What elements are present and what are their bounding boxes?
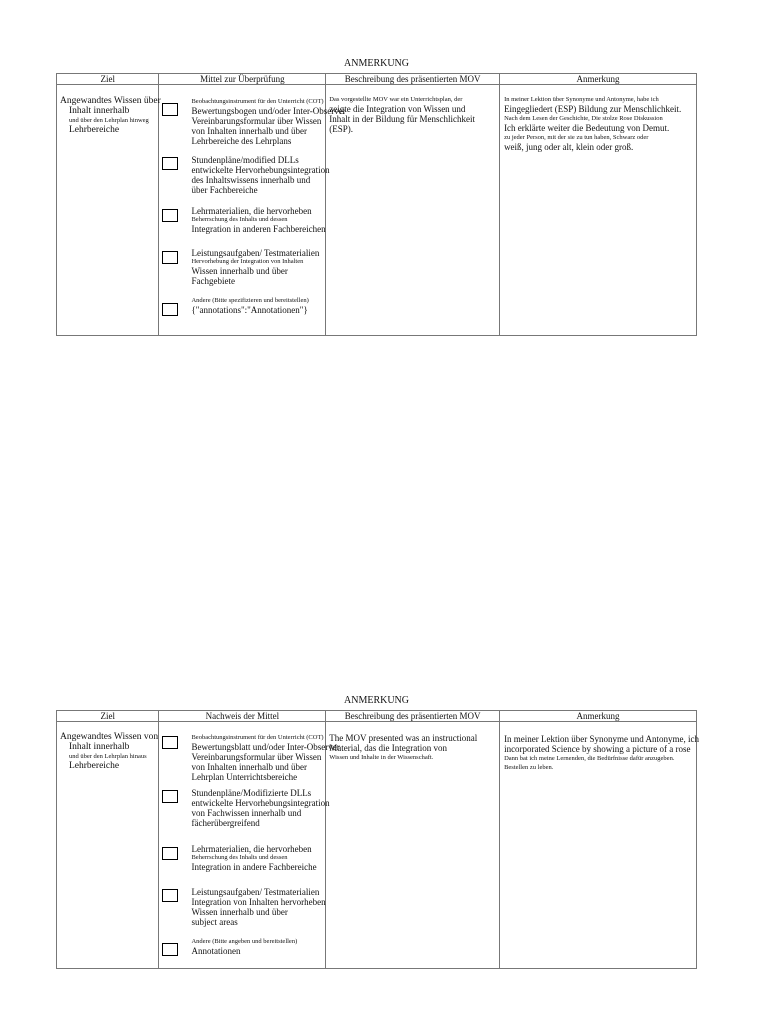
checkbox[interactable] xyxy=(162,847,178,860)
option-lesson-plans xyxy=(159,784,330,840)
option-small-text: Beobachtungsinstrument für den Unterricht (COT) xyxy=(191,734,324,741)
checkbox[interactable] xyxy=(162,209,178,222)
checkbox[interactable] xyxy=(162,790,178,803)
goal-line: Inhalt innerhalb xyxy=(69,106,130,116)
description-line: (ESP). xyxy=(329,124,354,134)
goal-line: Angewandtes Wissen über xyxy=(60,96,161,106)
goal-line: Angewandtes Wissen von xyxy=(60,732,159,742)
checkbox[interactable] xyxy=(162,889,178,902)
option-line: Integration in andere Fachbereiche xyxy=(191,862,317,872)
option-line: Lehrbereiche des Lehrplans xyxy=(191,136,292,146)
note-small: Bestellen zu leben. xyxy=(504,764,554,771)
header-description: Beschreibung des präsentierten MOV xyxy=(326,711,500,722)
checkbox[interactable] xyxy=(162,157,178,170)
option-small-text: Andere (Bitte angeben und bereitstellen) xyxy=(191,938,298,945)
option-other xyxy=(159,297,325,327)
option-small-text: Beherrschung des Inhalts und dessen xyxy=(191,854,288,861)
checkbox[interactable] xyxy=(162,303,178,316)
description-small: Wissen und Inhalte in der Wissenschaft. xyxy=(329,754,434,761)
note-line: Eingegliedert (ESP) Bildung zur Menschlichkeit. xyxy=(504,104,682,114)
checkbox[interactable] xyxy=(162,736,178,749)
description-line: The MOV presented was an instructional xyxy=(329,733,478,743)
option-line: entwickelte Hervorhebungsintegration xyxy=(191,165,330,175)
description-cell xyxy=(326,85,500,336)
note-line: In meiner Lektion über Synonyme und Antonyme, ich xyxy=(504,734,700,744)
option-line: Lehrmaterialien, die hervorheben xyxy=(191,844,312,854)
option-line: entwickelte Hervorhebungsintegration xyxy=(191,798,330,808)
header-goal: Ziel xyxy=(57,74,159,85)
option-line: von Inhalten innerhalb und über xyxy=(191,126,307,136)
option-line: {"annotations":"Annotationen"} xyxy=(191,305,308,315)
description-cell xyxy=(326,722,500,969)
note-line: incorporated Science by showing a picture of a rose xyxy=(504,744,691,754)
option-line: Vereinbarungsformular über Wissen xyxy=(191,752,322,762)
option-materials xyxy=(159,840,325,883)
note-cell xyxy=(500,85,697,336)
option-other xyxy=(159,937,325,968)
goal-cell xyxy=(57,722,159,969)
note-small: In meiner Lektion über Synonyme und Antonyme, habe ich xyxy=(504,96,659,103)
means-cell xyxy=(159,722,340,969)
option-tasks xyxy=(159,883,325,937)
header-note: Anmerkung xyxy=(500,711,697,722)
option-small-text: Beobachtungsinstrument für den Unterricht (COT) xyxy=(191,98,324,105)
description-line: Inhalt in der Bildung für Menschlichkeit xyxy=(329,114,475,124)
option-line: Lehrplan Unterrichtsbereiche xyxy=(191,772,298,782)
description-small: Das vorgestellte MOV war ein Unterrichtsplan, der xyxy=(329,96,463,103)
option-line: Stundenpläne/Modifizierte DLLs xyxy=(191,788,312,798)
means-cell xyxy=(159,85,346,336)
assessment-table xyxy=(56,73,697,336)
option-line: subject areas xyxy=(191,917,238,927)
option-small-text: Hervorhebung der Integration von Inhalten xyxy=(191,258,304,265)
option-small-text: Andere (Bitte spezifizieren und bereitstellen) xyxy=(191,297,309,304)
section-title: ANMERKUNG xyxy=(344,58,409,69)
checkbox[interactable] xyxy=(162,103,178,116)
option-lesson-plans xyxy=(159,148,330,202)
goal-line: Inhalt innerhalb xyxy=(69,742,130,752)
option-line: Wissen innerhalb und über xyxy=(191,266,288,276)
option-line: Lehrmaterialien, die hervorheben xyxy=(191,206,312,216)
header-means: Mittel zur Überprüfung xyxy=(159,74,326,85)
option-materials xyxy=(159,202,325,244)
note-line: weiß, jung oder alt, klein oder groß. xyxy=(504,142,634,152)
option-line: Wissen innerhalb und über xyxy=(191,907,288,917)
header-goal: Ziel xyxy=(57,711,159,722)
note-small: Nach dem Lesen der Geschichte, Die stolze Rose Diskussion xyxy=(504,115,663,122)
goal-line: Lehrbereiche xyxy=(69,761,120,771)
note-small: zu jeder Person, mit der sie zu tun haben, Schwarz oder xyxy=(504,134,649,141)
goal-cell xyxy=(57,85,159,336)
option-line: Bewertungsblatt und/oder Inter-Observer xyxy=(191,742,340,752)
checkbox[interactable] xyxy=(162,943,178,956)
checkbox[interactable] xyxy=(162,251,178,264)
option-line: Annotationen xyxy=(191,946,241,956)
option-line: Leistungsaufgaben/ Testmaterialien xyxy=(191,887,320,897)
note-line: Ich erklärte weiter die Bedeutung von Demut. xyxy=(504,123,670,133)
option-line: von Fachwissen innerhalb und xyxy=(191,808,302,818)
section-title: ANMERKUNG xyxy=(344,695,409,706)
note-cell xyxy=(500,722,700,969)
form-section-1 xyxy=(56,58,697,336)
goal-line: Lehrbereiche xyxy=(69,125,120,135)
option-line: von Inhalten innerhalb und über xyxy=(191,762,307,772)
option-line: Integration in anderen Fachbereichen xyxy=(191,224,326,234)
goal-line: und über den Lehrplan hinweg xyxy=(69,117,149,124)
goal-line: und über den Lehrplan hinaus xyxy=(69,753,147,760)
header-description: Beschreibung des präsentierten MOV xyxy=(326,74,500,85)
option-line: fächerübergreifend xyxy=(191,818,260,828)
option-line: über Fachbereiche xyxy=(191,185,258,195)
option-line: Fachgebiete xyxy=(191,276,235,286)
option-line: Integration von Inhalten hervorheben xyxy=(191,897,326,907)
option-line: des Inhaltswissens innerhalb und xyxy=(191,175,311,185)
note-small: Dann bat ich meine Lernenden, die Bedürfnisse dafür anzugeben. xyxy=(504,755,675,762)
description-line: zeigte die Integration von Wissen und xyxy=(329,104,466,114)
option-small-text: Beherrschung des Inhalts und dessen xyxy=(191,216,288,223)
option-line: Bewertungsbogen und/oder Inter-Observer xyxy=(191,106,346,116)
option-tasks xyxy=(159,244,325,297)
option-line: Vereinbarungsformular über Wissen xyxy=(191,116,322,126)
form-section-2 xyxy=(56,695,700,969)
option-line: Leistungsaufgaben/ Testmaterialien xyxy=(191,248,320,258)
description-line: Material, das die Integration von xyxy=(329,743,447,753)
option-cot xyxy=(159,722,340,784)
header-note: Anmerkung xyxy=(500,74,697,85)
header-means: Nachweis der Mittel xyxy=(159,711,326,722)
assessment-table xyxy=(56,710,700,969)
option-line: Stundenpläne/modified DLLs xyxy=(191,155,299,165)
